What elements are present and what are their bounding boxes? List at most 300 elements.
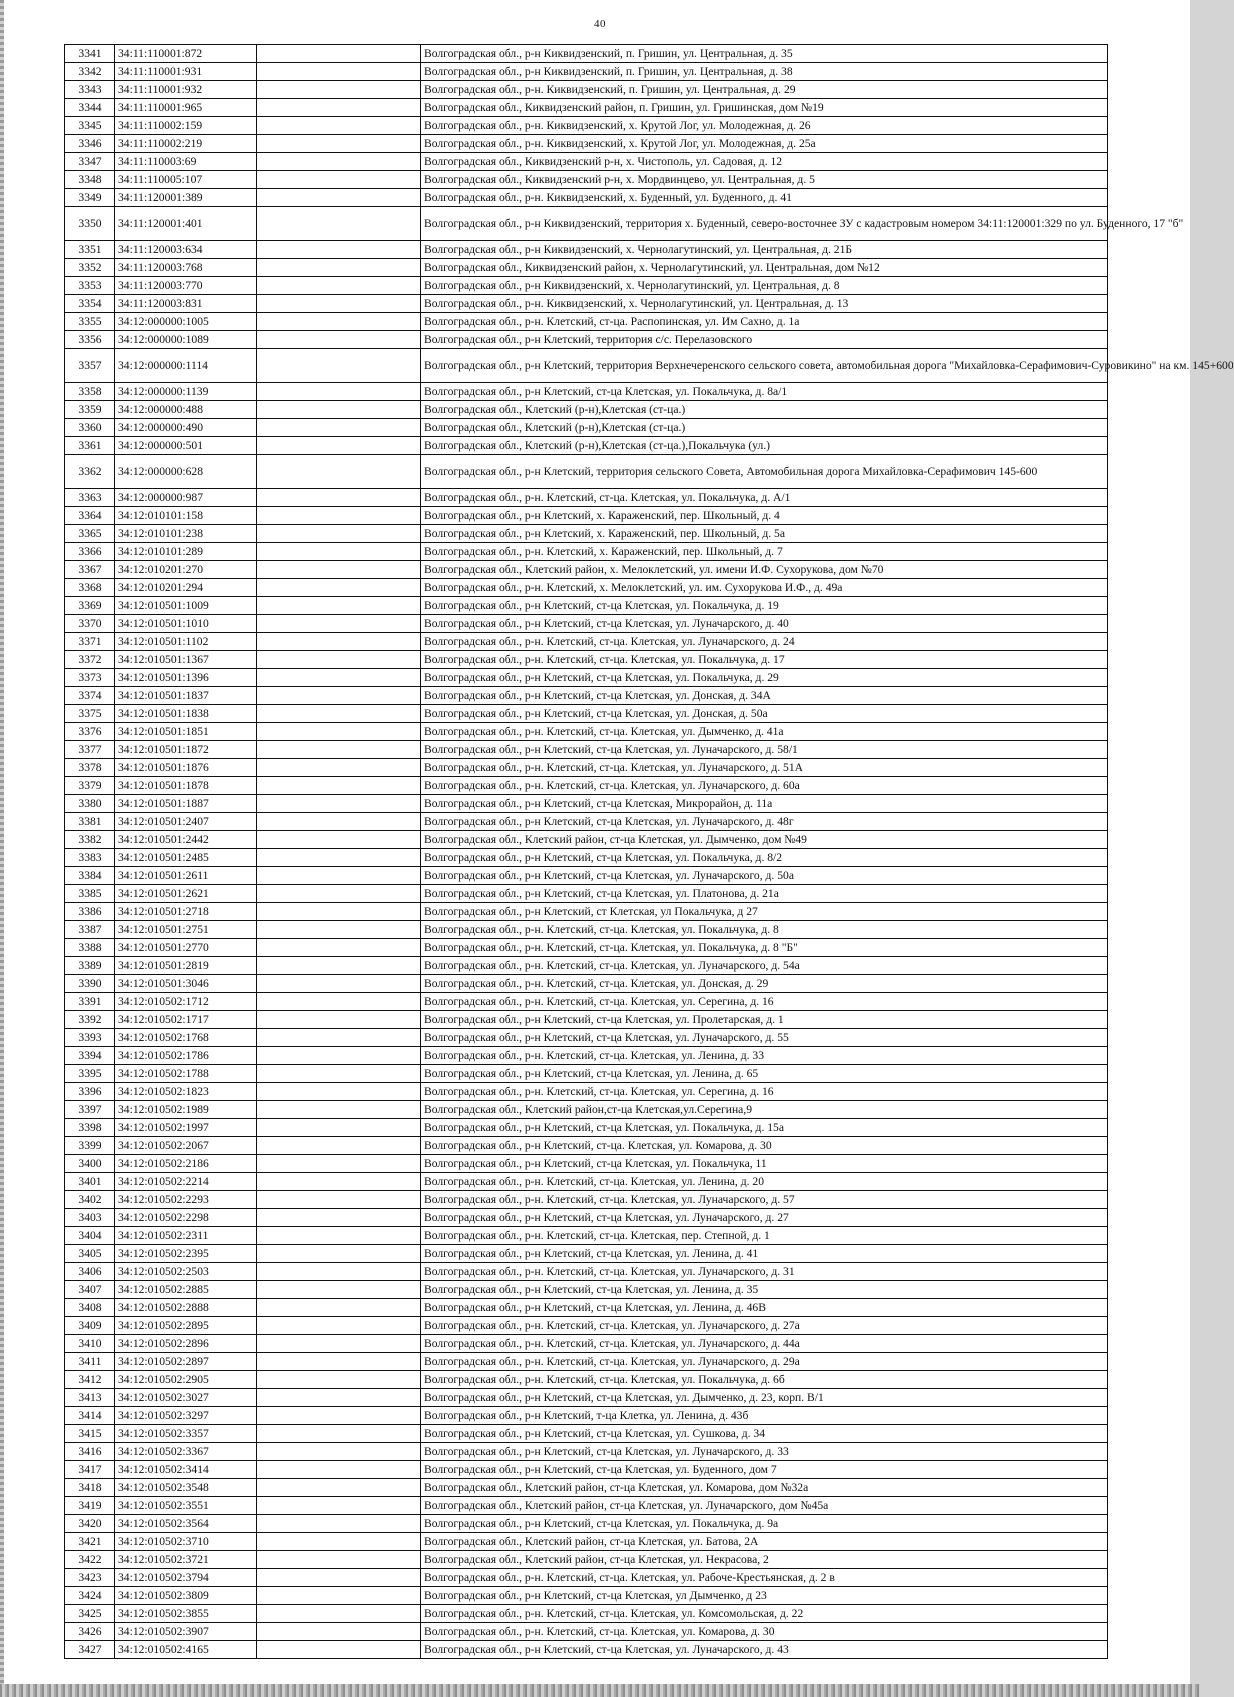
table-row xyxy=(65,1245,1108,1263)
empty-cell xyxy=(257,455,421,489)
address-cell: Волгоградская обл., р-н Клетский, ст-ца Клетская, ул. Покальчука, д. 29 xyxy=(421,669,1108,687)
row-number-cell: 3368 xyxy=(65,579,115,597)
table-row xyxy=(65,579,1108,597)
row-number-cell: 3398 xyxy=(65,1119,115,1137)
row-number-cell: 3385 xyxy=(65,885,115,903)
address-cell: Волгоградская обл., р-н Киквидзенский, территория х. Буденный, северо-восточнее ЗУ с кадастровым номером 34:11:120001:329 по ул. Буденного, 17 "б" xyxy=(421,207,1108,241)
row-number-cell: 3367 xyxy=(65,561,115,579)
table-row xyxy=(65,277,1108,295)
row-number-cell: 3402 xyxy=(65,1191,115,1209)
cadastral-number-cell: 34:12:010101:289 xyxy=(115,543,257,561)
address-cell: Волгоградская обл., Клетский район, ст-ца Клетская, ул. Батова, 2А xyxy=(421,1533,1108,1551)
cadastral-number-cell: 34:12:000000:628 xyxy=(115,455,257,489)
table-row xyxy=(65,1227,1108,1245)
row-number-cell: 3427 xyxy=(65,1641,115,1659)
address-cell: Волгоградская обл., р-н. Клетский, ст-ца. Клетская, ул. Ленина, д. 33 xyxy=(421,1047,1108,1065)
row-number-cell: 3401 xyxy=(65,1173,115,1191)
row-number-cell: 3345 xyxy=(65,117,115,135)
cadastral-number-cell: 34:12:000000:488 xyxy=(115,401,257,419)
table-row xyxy=(65,795,1108,813)
cadastral-number-cell: 34:12:010502:2888 xyxy=(115,1299,257,1317)
empty-cell xyxy=(257,1479,421,1497)
empty-cell xyxy=(257,349,421,383)
cadastral-number-cell: 34:12:010502:3357 xyxy=(115,1425,257,1443)
address-cell: Волгоградская обл., р-н. Клетский, ст-ца. Клетская, ул. Покальчука, д. 8 xyxy=(421,921,1108,939)
address-cell: Волгоградская обл., р-н. Клетский, ст-ца. Клетская, ул. Покальчука, д. 8 "Б" xyxy=(421,939,1108,957)
address-cell: Волгоградская обл., р-н. Клетский, ст-ца. Клетская, ул. Луначарского, д. 60а xyxy=(421,777,1108,795)
row-number-cell: 3357 xyxy=(65,349,115,383)
address-cell: Волгоградская обл., р-н. Клетский, ст-ца. Клетская, ул. Покальчука, д. 6б xyxy=(421,1371,1108,1389)
cadastral-number-cell: 34:12:010502:1989 xyxy=(115,1101,257,1119)
row-number-cell: 3394 xyxy=(65,1047,115,1065)
row-number-cell: 3369 xyxy=(65,597,115,615)
empty-cell xyxy=(257,669,421,687)
cadastral-number-cell: 34:12:010501:2819 xyxy=(115,957,257,975)
address-cell: Волгоградская обл., Киквидзенский район, х. Чернолагутинский, ул. Центральная, дом №12 xyxy=(421,259,1108,277)
cadastral-number-cell: 34:12:010502:2214 xyxy=(115,1173,257,1191)
address-cell: Волгоградская обл., р-н Клетский, ст-ца Клетская, Микрорайон, д. 11а xyxy=(421,795,1108,813)
empty-cell xyxy=(257,1551,421,1569)
table-row xyxy=(65,1479,1108,1497)
empty-cell xyxy=(257,45,421,63)
row-number-cell: 3426 xyxy=(65,1623,115,1641)
row-number-cell: 3418 xyxy=(65,1479,115,1497)
address-cell: Волгоградская обл., р-н. Киквидзенский, х. Крутой Лог, ул. Молодежная, д. 26 xyxy=(421,117,1108,135)
table-row xyxy=(65,921,1108,939)
row-number-cell: 3424 xyxy=(65,1587,115,1605)
table-row xyxy=(65,1623,1108,1641)
row-number-cell: 3414 xyxy=(65,1407,115,1425)
empty-cell xyxy=(257,1407,421,1425)
row-number-cell: 3341 xyxy=(65,45,115,63)
empty-cell xyxy=(257,1353,421,1371)
empty-cell xyxy=(257,153,421,171)
address-cell: Волгоградская обл., р-н. Клетский, ст-ца. Клетская, ул. Луначарского, д. 51А xyxy=(421,759,1108,777)
address-cell: Волгоградская обл., р-н Клетский, ст-ца Клетская, ул. Луначарского, д. 40 xyxy=(421,615,1108,633)
table-row xyxy=(65,295,1108,313)
row-number-cell: 3376 xyxy=(65,723,115,741)
empty-cell xyxy=(257,1641,421,1659)
table-row xyxy=(65,1029,1108,1047)
empty-cell xyxy=(257,885,421,903)
table-row xyxy=(65,615,1108,633)
empty-cell xyxy=(257,507,421,525)
row-number-cell: 3404 xyxy=(65,1227,115,1245)
cadastral-number-cell: 34:12:010502:2311 xyxy=(115,1227,257,1245)
empty-cell xyxy=(257,1587,421,1605)
address-cell: Волгоградская обл., р-н Клетский, территория сельского Совета, Автомобильная дорога Михайловка-Серафимович 145-600 xyxy=(421,455,1108,489)
cadastral-number-cell: 34:11:110002:219 xyxy=(115,135,257,153)
table-row xyxy=(65,1083,1108,1101)
row-number-cell: 3425 xyxy=(65,1605,115,1623)
empty-cell xyxy=(257,1209,421,1227)
empty-cell xyxy=(257,867,421,885)
empty-cell xyxy=(257,207,421,241)
address-cell: Волгоградская обл., р-н. Киквидзенский, х. Чернолагутинский, ул. Центральная, д. 13 xyxy=(421,295,1108,313)
address-cell: Волгоградская обл., р-н. Клетский, ст-ца. Клетская, ул. Донская, д. 29 xyxy=(421,975,1108,993)
address-cell: Волгоградская обл., р-н. Клетский, ст-ца. Клетская, ул. Дымченко, д. 41а xyxy=(421,723,1108,741)
table-row xyxy=(65,419,1108,437)
address-cell: Волгоградская обл., р-н Клетский, ст-ца Клетская, ул. Ленина, д. 65 xyxy=(421,1065,1108,1083)
row-number-cell: 3399 xyxy=(65,1137,115,1155)
address-cell: Волгоградская обл., р-н. Киквидзенский, п. Гришин, ул. Центральная, д. 29 xyxy=(421,81,1108,99)
cadastral-number-cell: 34:12:010502:4165 xyxy=(115,1641,257,1659)
empty-cell xyxy=(257,1515,421,1533)
registry-table-body xyxy=(65,45,1234,1659)
table-row xyxy=(65,741,1108,759)
cadastral-number-cell: 34:12:010501:1009 xyxy=(115,597,257,615)
row-number-cell: 3407 xyxy=(65,1281,115,1299)
cadastral-number-cell: 34:12:010101:158 xyxy=(115,507,257,525)
empty-cell xyxy=(257,277,421,295)
empty-cell xyxy=(257,189,421,207)
table-row xyxy=(65,1605,1108,1623)
row-number-cell: 3364 xyxy=(65,507,115,525)
table-row xyxy=(65,1047,1108,1065)
row-number-cell: 3359 xyxy=(65,401,115,419)
cadastral-number-cell: 34:12:010502:2293 xyxy=(115,1191,257,1209)
row-number-cell: 3379 xyxy=(65,777,115,795)
empty-cell xyxy=(257,687,421,705)
empty-cell xyxy=(257,1569,421,1587)
table-row xyxy=(65,1281,1108,1299)
empty-cell xyxy=(257,741,421,759)
table-row xyxy=(65,669,1108,687)
row-number-cell: 3375 xyxy=(65,705,115,723)
empty-cell xyxy=(257,1119,421,1137)
row-number-cell: 3406 xyxy=(65,1263,115,1281)
table-row xyxy=(65,1425,1108,1443)
cadastral-number-cell: 34:11:120003:770 xyxy=(115,277,257,295)
table-row xyxy=(65,1299,1108,1317)
empty-cell xyxy=(257,903,421,921)
address-cell: Волгоградская обл., р-н. Клетский, ст-ца. Клетская, ул. Покальчука, д. 17 xyxy=(421,651,1108,669)
table-row xyxy=(65,777,1108,795)
address-cell: Волгоградская обл., Клетский район, ст-ца Клетская, ул. Дымченко, дом №49 xyxy=(421,831,1108,849)
empty-cell xyxy=(257,831,421,849)
table-row xyxy=(65,1119,1108,1137)
table-row xyxy=(65,99,1108,117)
cadastral-number-cell: 34:12:010502:3794 xyxy=(115,1569,257,1587)
row-number-cell: 3410 xyxy=(65,1335,115,1353)
address-cell: Волгоградская обл., р-н. Клетский, ст-ца. Клетская, ул. Комсомольская, д. 22 xyxy=(421,1605,1108,1623)
empty-cell xyxy=(257,383,421,401)
cadastral-number-cell: 34:12:010501:1887 xyxy=(115,795,257,813)
cadastral-number-cell: 34:12:010501:1367 xyxy=(115,651,257,669)
address-cell: Волгоградская обл., р-н Клетский, ст-ца Клетская, ул. Луначарского, д. 50а xyxy=(421,867,1108,885)
cadastral-number-cell: 34:12:010502:2503 xyxy=(115,1263,257,1281)
address-cell: Волгоградская обл., р-н. Клетский, ст-ца. Клетская, ул. Луначарского, д. 54а xyxy=(421,957,1108,975)
empty-cell xyxy=(257,561,421,579)
table-row xyxy=(65,1191,1108,1209)
table-row xyxy=(65,759,1108,777)
row-number-cell: 3363 xyxy=(65,489,115,507)
address-cell: Волгоградская обл., р-н Клетский, ст-ца Клетская, ул. Покальчука, д. 9а xyxy=(421,1515,1108,1533)
empty-cell xyxy=(257,295,421,313)
cadastral-number-cell: 34:12:010501:3046 xyxy=(115,975,257,993)
cadastral-number-cell: 34:12:000000:1005 xyxy=(115,313,257,331)
row-number-cell: 3403 xyxy=(65,1209,115,1227)
table-row xyxy=(65,1371,1108,1389)
cadastral-number-cell: 34:12:010501:2751 xyxy=(115,921,257,939)
table-row xyxy=(65,1533,1108,1551)
table-row xyxy=(65,561,1108,579)
row-number-cell: 3360 xyxy=(65,419,115,437)
table-row xyxy=(65,687,1108,705)
cadastral-number-cell: 34:12:000000:987 xyxy=(115,489,257,507)
empty-cell xyxy=(257,1155,421,1173)
cadastral-number-cell: 34:11:110001:932 xyxy=(115,81,257,99)
table-row xyxy=(65,135,1108,153)
address-cell: Волгоградская обл., Клетский (р-н),Клетская (ст-ца.),Покальчука (ул.) xyxy=(421,437,1108,455)
cadastral-number-cell: 34:12:010502:3564 xyxy=(115,1515,257,1533)
address-cell: Волгоградская обл., р-н. Клетский, ст-ца. Клетская, ул. Рабоче-Крестьянская, д. 2 в xyxy=(421,1569,1108,1587)
row-number-cell: 3423 xyxy=(65,1569,115,1587)
cadastral-number-cell: 34:12:010501:1878 xyxy=(115,777,257,795)
address-cell: Волгоградская обл., р-н Клетский, ст-ца Клетская, ул. Покальчука, д. 19 xyxy=(421,597,1108,615)
table-row xyxy=(65,1641,1108,1659)
address-cell: Волгоградская обл., р-н Клетский, ст-ца Клетская, ул. Буденного, дом 7 xyxy=(421,1461,1108,1479)
address-cell: Волгоградская обл., р-н Клетский, ст-ца Клетская, ул. Луначарского, д. 48г xyxy=(421,813,1108,831)
empty-cell xyxy=(257,1137,421,1155)
table-row xyxy=(65,1209,1108,1227)
address-cell: Волгоградская обл., р-н Клетский, ст-ца Клетская, ул. Донская, д. 50а xyxy=(421,705,1108,723)
empty-cell xyxy=(257,1461,421,1479)
cadastral-number-cell: 34:12:010501:1837 xyxy=(115,687,257,705)
address-cell: Волгоградская обл., р-н Клетский, ст-ца Клетская, ул. Луначарского, д. 58/1 xyxy=(421,741,1108,759)
row-number-cell: 3396 xyxy=(65,1083,115,1101)
cadastral-number-cell: 34:12:010502:3367 xyxy=(115,1443,257,1461)
address-cell: Волгоградская обл., р-н Клетский, ст-ца Клетская, ул. Луначарского, д. 55 xyxy=(421,1029,1108,1047)
address-cell: Волгоградская обл., р-н Клетский, ст-ца Клетская, ул Дымченко, д 23 xyxy=(421,1587,1108,1605)
cadastral-number-cell: 34:12:000000:1089 xyxy=(115,331,257,349)
cadastral-number-cell: 34:12:010502:2905 xyxy=(115,1371,257,1389)
address-cell: Волгоградская обл., р-н. Клетский, ст-ца. Клетская, пер. Степной, д. 1 xyxy=(421,1227,1108,1245)
table-row xyxy=(65,507,1108,525)
row-number-cell: 3362 xyxy=(65,455,115,489)
table-row xyxy=(65,207,1108,241)
address-cell: Волгоградская обл., р-н Клетский, ст-ца Клетская, ул. Покальчука, д. 15а xyxy=(421,1119,1108,1137)
address-cell: Волгоградская обл., р-н Клетский, х. Караженский, пер. Школьный, д. 5а xyxy=(421,525,1108,543)
cadastral-number-cell: 34:11:120003:634 xyxy=(115,241,257,259)
table-row xyxy=(65,1353,1108,1371)
row-number-cell: 3346 xyxy=(65,135,115,153)
cadastral-number-cell: 34:12:010502:1823 xyxy=(115,1083,257,1101)
cadastral-number-cell: 34:12:010501:2621 xyxy=(115,885,257,903)
empty-cell xyxy=(257,135,421,153)
address-cell: Волгоградская обл., р-н. Киквидзенский, х. Крутой Лог, ул. Молодежная, д. 25а xyxy=(421,135,1108,153)
empty-cell xyxy=(257,1101,421,1119)
empty-cell xyxy=(257,489,421,507)
table-row xyxy=(65,45,1108,63)
address-cell: Волгоградская обл., р-н Клетский, ст-ца Клетская, ул. Платонова, д. 21а xyxy=(421,885,1108,903)
row-number-cell: 3408 xyxy=(65,1299,115,1317)
table-row xyxy=(65,1569,1108,1587)
table-row xyxy=(65,1263,1108,1281)
address-cell: Волгоградская обл., Клетский район, ст-ца Клетская, ул. Некрасова, 2 xyxy=(421,1551,1108,1569)
cadastral-number-cell: 34:12:010501:1876 xyxy=(115,759,257,777)
cadastral-number-cell: 34:12:010502:1768 xyxy=(115,1029,257,1047)
empty-cell xyxy=(257,1245,421,1263)
cadastral-number-cell: 34:12:010501:2718 xyxy=(115,903,257,921)
address-cell: Волгоградская обл., Киквидзенский р-н, х. Мордвинцево, ул. Центральная, д. 5 xyxy=(421,171,1108,189)
table-row xyxy=(65,1443,1108,1461)
empty-cell xyxy=(257,1011,421,1029)
table-row xyxy=(65,383,1108,401)
row-number-cell: 3384 xyxy=(65,867,115,885)
cadastral-number-cell: 34:12:010501:1851 xyxy=(115,723,257,741)
address-cell: Волгоградская обл., р-н. Клетский, ст-ца. Клетская, ул. Серегина, д. 16 xyxy=(421,993,1108,1011)
table-row xyxy=(65,1173,1108,1191)
row-number-cell: 3342 xyxy=(65,63,115,81)
row-number-cell: 3409 xyxy=(65,1317,115,1335)
row-number-cell: 3347 xyxy=(65,153,115,171)
row-number-cell: 3391 xyxy=(65,993,115,1011)
address-cell: Волгоградская обл., Клетский (р-н),Клетская (ст-ца.) xyxy=(421,419,1108,437)
address-cell: Волгоградская обл., р-н Клетский, т-ца Клетка, ул. Ленина, д. 43б xyxy=(421,1407,1108,1425)
row-number-cell: 3373 xyxy=(65,669,115,687)
empty-cell xyxy=(257,1083,421,1101)
address-cell: Волгоградская обл., р-н Клетский, территория Верхнечеренского сельского совета, автомобильная дорога "Михайловка-Серафимович-Суровикино" на км. 145+600 xyxy=(421,349,1108,383)
empty-cell xyxy=(257,1263,421,1281)
empty-cell xyxy=(257,921,421,939)
table-row xyxy=(65,1407,1108,1425)
table-row xyxy=(65,1137,1108,1155)
table-row xyxy=(65,1335,1108,1353)
table-row xyxy=(65,1551,1108,1569)
table-row xyxy=(65,831,1108,849)
table-row xyxy=(65,489,1108,507)
empty-cell xyxy=(257,259,421,277)
table-row xyxy=(65,189,1108,207)
address-cell: Волгоградская обл., р-н Клетский, х. Караженский, пер. Школьный, д. 4 xyxy=(421,507,1108,525)
row-number-cell: 3386 xyxy=(65,903,115,921)
address-cell: Волгоградская обл., р-н. Клетский, ст-ца. Клетская, ул. Покальчука, д. А/1 xyxy=(421,489,1108,507)
empty-cell xyxy=(257,543,421,561)
cadastral-number-cell: 34:12:010502:3027 xyxy=(115,1389,257,1407)
cadastral-number-cell: 34:12:010502:1788 xyxy=(115,1065,257,1083)
table-row xyxy=(65,401,1108,419)
table-row xyxy=(65,1515,1108,1533)
row-number-cell: 3365 xyxy=(65,525,115,543)
row-number-cell: 3381 xyxy=(65,813,115,831)
cadastral-number-cell: 34:12:010502:2395 xyxy=(115,1245,257,1263)
cadastral-number-cell: 34:12:010501:2485 xyxy=(115,849,257,867)
cadastral-number-cell: 34:12:010502:3551 xyxy=(115,1497,257,1515)
empty-cell xyxy=(257,993,421,1011)
empty-cell xyxy=(257,1371,421,1389)
row-number-cell: 3355 xyxy=(65,313,115,331)
cadastral-number-cell: 34:12:010502:2897 xyxy=(115,1353,257,1371)
empty-cell xyxy=(257,1281,421,1299)
cadastral-number-cell: 34:12:000000:490 xyxy=(115,419,257,437)
page-number: 40 xyxy=(594,18,606,30)
cadastral-number-cell: 34:11:110005:107 xyxy=(115,171,257,189)
row-number-cell: 3353 xyxy=(65,277,115,295)
row-number-cell: 3420 xyxy=(65,1515,115,1533)
cadastral-number-cell: 34:12:010502:3855 xyxy=(115,1605,257,1623)
table-row xyxy=(65,597,1108,615)
address-cell: Волгоградская обл., р-н Киквидзенский, х. Чернолагутинский, ул. Центральная, д. 21Б xyxy=(421,241,1108,259)
table-row xyxy=(65,171,1108,189)
address-cell: Волгоградская обл., Клетский район,ст-ца Клетская,ул.Серегина,9 xyxy=(421,1101,1108,1119)
row-number-cell: 3387 xyxy=(65,921,115,939)
cadastral-number-cell: 34:12:010502:2896 xyxy=(115,1335,257,1353)
table-row xyxy=(65,455,1108,489)
table-row xyxy=(65,81,1108,99)
cadastral-number-cell: 34:12:010502:2895 xyxy=(115,1317,257,1335)
address-cell: Волгоградская обл., р-н Клетский, ст-ца Клетская, ул. Покальчука, 11 xyxy=(421,1155,1108,1173)
address-cell: Волгоградская обл., р-н Клетский, ст-ца Клетская, ул. Ленина, д. 35 xyxy=(421,1281,1108,1299)
address-cell: Волгоградская обл., р-н Клетский, ст-ца Клетская, ул. Донская, д. 34А xyxy=(421,687,1108,705)
row-number-cell: 3383 xyxy=(65,849,115,867)
row-number-cell: 3374 xyxy=(65,687,115,705)
empty-cell xyxy=(257,117,421,135)
address-cell: Волгоградская обл., Клетский район, ст-ца Клетская, ул. Комарова, дом №32а xyxy=(421,1479,1108,1497)
empty-cell xyxy=(257,1605,421,1623)
cadastral-number-cell: 34:12:010502:3721 xyxy=(115,1551,257,1569)
table-row xyxy=(65,813,1108,831)
row-number-cell: 3415 xyxy=(65,1425,115,1443)
empty-cell xyxy=(257,633,421,651)
row-number-cell: 3348 xyxy=(65,171,115,189)
row-number-cell: 3349 xyxy=(65,189,115,207)
table-row xyxy=(65,1587,1108,1605)
table-row xyxy=(65,63,1108,81)
cadastral-number-cell: 34:12:010502:2067 xyxy=(115,1137,257,1155)
row-number-cell: 3356 xyxy=(65,331,115,349)
empty-cell xyxy=(257,99,421,117)
table-row xyxy=(65,903,1108,921)
address-cell: Волгоградская обл., р-н. Клетский, х. Караженский, пер. Школьный, д. 7 xyxy=(421,543,1108,561)
empty-cell xyxy=(257,1443,421,1461)
row-number-cell: 3390 xyxy=(65,975,115,993)
row-number-cell: 3389 xyxy=(65,957,115,975)
address-cell: Волгоградская обл., р-н. Клетский, ст-ца. Клетская, ул. Серегина, д. 16 xyxy=(421,1083,1108,1101)
address-cell: Волгоградская обл., р-н. Клетский, ст-ца. Клетская, ул. Луначарского, д. 27а xyxy=(421,1317,1108,1335)
address-cell: Волгоградская обл., р-н Клетский, ст Клетская, ул Покальчука, д 27 xyxy=(421,903,1108,921)
row-number-cell: 3395 xyxy=(65,1065,115,1083)
table-row xyxy=(65,241,1108,259)
address-cell: Волгоградская обл., р-н Клетский, ст-ца Клетская, ул. Покальчука, д. 8а/1 xyxy=(421,383,1108,401)
address-cell: Волгоградская обл., р-н Киквидзенский, п. Гришин, ул. Центральная, д. 35 xyxy=(421,45,1108,63)
empty-cell xyxy=(257,1335,421,1353)
address-cell: Волгоградская обл., р-н Клетский, ст-ца Клетская, ул. Пролетарская, д. 1 xyxy=(421,1011,1108,1029)
table-row xyxy=(65,117,1108,135)
row-number-cell: 3380 xyxy=(65,795,115,813)
row-number-cell: 3370 xyxy=(65,615,115,633)
empty-cell xyxy=(257,313,421,331)
cadastral-number-cell: 34:12:010502:2186 xyxy=(115,1155,257,1173)
table-row xyxy=(65,331,1108,349)
table-row xyxy=(65,1317,1108,1335)
row-number-cell: 3405 xyxy=(65,1245,115,1263)
row-number-cell: 3416 xyxy=(65,1443,115,1461)
address-cell: Волгоградская обл., р-н Клетский, ст-ца Клетская, ул. Дымченко, д. 23, корп. В/1 xyxy=(421,1389,1108,1407)
cadastral-number-cell: 34:12:010201:294 xyxy=(115,579,257,597)
row-number-cell: 3344 xyxy=(65,99,115,117)
cadastral-number-cell: 34:12:010502:3414 xyxy=(115,1461,257,1479)
row-number-cell: 3371 xyxy=(65,633,115,651)
cadastral-number-cell: 34:12:010501:1102 xyxy=(115,633,257,651)
empty-cell xyxy=(257,419,421,437)
address-cell: Волгоградская обл., р-н Киквидзенский, п. Гришин, ул. Центральная, д. 38 xyxy=(421,63,1108,81)
empty-cell xyxy=(257,1299,421,1317)
cadastral-number-cell: 34:12:010501:1010 xyxy=(115,615,257,633)
row-number-cell: 3397 xyxy=(65,1101,115,1119)
empty-cell xyxy=(257,1425,421,1443)
table-row xyxy=(65,1101,1108,1119)
